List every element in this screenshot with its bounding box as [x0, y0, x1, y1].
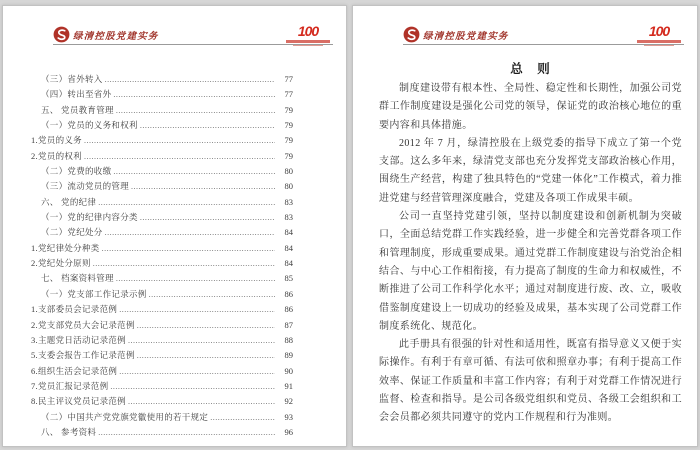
- toc-entry-label: 2.党员的权利: [31, 150, 82, 161]
- toc-entry: [31, 256, 293, 271]
- page-title: 总 则: [510, 62, 551, 76]
- toc-entry: [31, 225, 293, 240]
- toc-entry-label: （二）党费的收缴: [41, 166, 112, 177]
- toc-entry: [31, 318, 293, 333]
- right-page: [352, 5, 698, 447]
- toc-entry: [31, 133, 293, 148]
- toc-entry-page: 86: [284, 304, 293, 315]
- toc-dot-leader: [113, 164, 275, 179]
- body-paragraph: 2012 年 7 月，绿清控股在上级党委的指导下成立了第一个党支部。这么多年来，绿清党支部也充分发挥党支部政治核心作用，围绕生产经营，构建了独具特色的“党建一体化”工作模式，着力推进党建与经营管理深度融合，党建及各项工作成果丰硕。: [379, 137, 682, 204]
- toc-entry-label: 七、 档案资料管理: [41, 273, 114, 284]
- toc-dot-leader: [137, 348, 275, 363]
- toc-dot-leader: [210, 410, 275, 425]
- toc-entry: [31, 72, 293, 87]
- toc-entry-page: 79: [284, 104, 293, 115]
- toc-entry-label: 1.党员的义务: [31, 135, 82, 146]
- toc-entry-label: 1.支部委员会记录范例: [31, 304, 118, 315]
- toc-entry-page: 87: [284, 319, 293, 330]
- brand-title: 绿清控股党建实务: [73, 31, 159, 42]
- toc-dot-leader: [116, 103, 275, 118]
- body-paragraphs: [379, 80, 682, 428]
- toc-entry-page: 84: [284, 258, 293, 269]
- anniversary-small-text: [637, 40, 681, 43]
- toc-entry-page: 91: [284, 380, 293, 391]
- toc-entry-label: （二）中国共产党党旗党徽使用的若干规定: [41, 411, 209, 422]
- toc-dot-leader: [84, 133, 275, 148]
- toc-entry-label: （四）转出至省外: [41, 89, 112, 100]
- toc-entry-page: 83: [284, 212, 293, 223]
- toc-entry-label: 6.组织生活会记录范例: [31, 365, 118, 376]
- toc-entry: [31, 118, 293, 133]
- header-rule: [403, 44, 684, 45]
- toc-entry-page: 89: [284, 350, 293, 361]
- toc-entry-label: 八、 参考资料: [41, 426, 97, 437]
- toc-entry: [31, 195, 293, 210]
- toc-entry-label: （一）党支部工作记录示例: [41, 288, 147, 299]
- page-header: [353, 6, 697, 52]
- toc-entry-page: 80: [284, 181, 293, 192]
- toc-entry-page: 79: [284, 120, 293, 131]
- brand-title: 绿清控股党建实务: [423, 31, 509, 42]
- toc-entry-page: 92: [284, 396, 293, 407]
- toc-dot-leader: [128, 394, 275, 409]
- toc-entry-page: 79: [284, 135, 293, 146]
- toc-entry-label: 1.党纪律处分种类: [31, 242, 100, 253]
- toc-entry-label: 六、 党的纪律: [41, 196, 97, 207]
- toc-entry-label: （二）党纪处分: [41, 227, 103, 238]
- anniversary-logo: [635, 25, 683, 46]
- body-paragraph: 制度建设带有根本性、全局性、稳定性和长期性，加强公司党群工作制度建设是强化公司党的领导，保证党的政治核心地位的重要内容和具体措施。: [379, 83, 682, 131]
- body-paragraph: 公司一直坚持党建引领，坚持以制度建设和创新机制为突破口，全面总结党群工作实践经验，进一步健全和完善党群各项工作和管理制度，形成重要成果。通过党群工作制度建设与治党治企相结合、与中心工作相衔接，有力提高了制度的生命力和权威性，不断推进了公司工作科学化水平；通过对制度进行废、改、立，吸收借鉴制度建设上一切成功的经验及成果，基本实现了公司党群工作制度系统化、规范化。: [379, 211, 682, 332]
- toc-entry-page: 77: [284, 74, 293, 84]
- toc-dot-leader: [137, 318, 275, 333]
- toc-entry-page: 80: [284, 166, 293, 177]
- toc-entry-label: 2.党支部党员大会记录范例: [31, 319, 135, 330]
- toc-dot-leader: [128, 333, 275, 348]
- toc-dot-leader: [98, 425, 275, 440]
- toc-entry-page: 88: [284, 334, 293, 345]
- toc-entry: [31, 149, 293, 164]
- toc-entry: [31, 87, 293, 102]
- toc-entry: [31, 103, 293, 118]
- toc-dot-leader: [113, 87, 275, 102]
- toc-entry-page: 77: [284, 89, 293, 100]
- toc-dot-leader: [119, 302, 275, 317]
- toc-entry-page: 85: [284, 273, 293, 284]
- toc-entry-label: （一）党的纪律内容分类: [41, 212, 138, 223]
- toc-entry-label: （一）党员的义务和权利: [41, 120, 138, 131]
- anniversary-small-text: [286, 40, 330, 43]
- toc-entry: [31, 179, 293, 194]
- toc-entry: [31, 379, 293, 394]
- brand-logo-icon: [53, 26, 70, 43]
- left-page: [2, 5, 347, 447]
- toc-list: [31, 72, 293, 440]
- toc-entry-page: 96: [284, 426, 293, 437]
- toc-entry-label: 5.支委会报告工作记录范例: [31, 350, 135, 361]
- anniversary-logo: [284, 25, 332, 46]
- toc-entry: [31, 302, 293, 317]
- toc-entry-page: 90: [284, 365, 293, 376]
- toc-dot-leader: [98, 195, 275, 210]
- toc-entry-page: 84: [284, 242, 293, 253]
- toc-dot-leader: [140, 210, 275, 225]
- toc-entry: [31, 348, 293, 363]
- toc-entry: [31, 364, 293, 379]
- toc-entry-label: 2.党纪处分原则: [31, 258, 91, 269]
- toc-entry: [31, 210, 293, 225]
- brand: [53, 26, 159, 43]
- toc-dot-leader: [84, 149, 275, 164]
- toc-dot-leader: [93, 256, 275, 271]
- toc-entry: [31, 333, 293, 348]
- header-rule: [53, 44, 333, 45]
- toc-entry-label: 3.主题党日活动记录范例: [31, 334, 126, 345]
- toc-entry: [31, 394, 293, 409]
- toc-dot-leader: [131, 179, 275, 194]
- toc-entry: [31, 287, 293, 302]
- body-paragraph: 此手册具有很强的针对性和适用性，既富有指导意义又便于实际操作。有利于有章可循、有法可依和照章办事；有利于提高工作效率、保证工作质量和丰富工作内容；有利于对党群工作情况进行监督、检查和指导。是公司各级党组织和党员、各级工会组织和工会会员都必须共同遵守的党内工作规程和行为准则。: [379, 339, 682, 424]
- toc-entry-label: 8.民主评议党员记录范例: [31, 396, 126, 407]
- toc-entry-page: 84: [284, 227, 293, 238]
- brand-logo-icon: [403, 26, 420, 43]
- anniversary-number: 100: [648, 23, 670, 39]
- toc-dot-leader: [149, 287, 275, 302]
- toc-entry-page: 93: [284, 411, 293, 422]
- toc-entry-label: （三）流动党员的管理: [41, 181, 130, 192]
- toc-dot-leader: [105, 225, 275, 240]
- brand: [403, 26, 509, 43]
- toc-entry-page: 86: [284, 288, 293, 299]
- toc-entry-page: 79: [284, 150, 293, 161]
- toc-entry-label: （三）省外转入: [41, 74, 103, 84]
- toc-dot-leader: [102, 241, 275, 256]
- toc-entry-label: 7.党员汇报记录范例: [31, 380, 109, 391]
- toc-dot-leader: [110, 379, 275, 394]
- toc-entry-page: 83: [284, 196, 293, 207]
- toc-entry: [31, 410, 293, 425]
- toc-dot-leader: [116, 271, 275, 286]
- toc-entry: [31, 164, 293, 179]
- toc-entry: [31, 425, 293, 440]
- toc-dot-leader: [119, 364, 275, 379]
- page-header: [3, 6, 346, 52]
- toc-dot-leader: [105, 72, 275, 87]
- toc-entry-label: 五、 党员教育管理: [41, 104, 114, 115]
- anniversary-number: 100: [297, 23, 319, 39]
- toc-dot-leader: [140, 118, 275, 133]
- toc-entry: [31, 241, 293, 256]
- toc-entry: [31, 271, 293, 286]
